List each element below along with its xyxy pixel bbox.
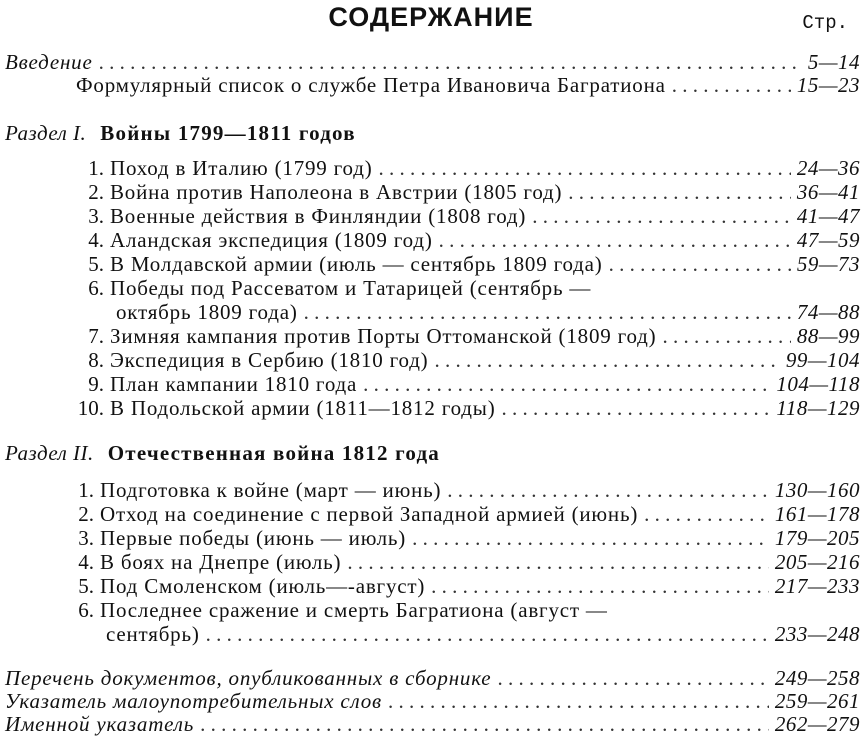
dot-leader [439,228,791,252]
dot-leader [99,50,802,74]
entry-pages: 99—104 [785,348,860,372]
toc-entry[interactable] [0,550,860,574]
toc-entry[interactable] [0,50,860,74]
toc-entry[interactable] [0,666,860,690]
entry-number: 1. [78,478,94,502]
entry-title: В боях на Днепре (июль) [100,550,342,574]
toc-entry[interactable] [0,689,860,713]
toc-entry[interactable] [0,598,860,622]
entry-pages: 118—129 [776,396,860,420]
entry-title: План кампании 1810 года [110,372,358,396]
toc-entry[interactable] [0,276,860,300]
dot-leader [568,180,791,204]
entry-number: 6. [78,598,94,622]
entry-number: 5. [78,574,94,598]
dot-leader [609,252,791,276]
entry-pages: 15—23 [796,73,860,97]
entry-number: 7. [88,324,104,348]
entry-number: 3. [88,204,104,228]
toc-entry[interactable] [0,180,860,204]
entry-pages: 88—99 [796,324,860,348]
entry-number: 9. [88,372,104,396]
dot-leader [304,300,791,324]
dot-leader [434,348,779,372]
dot-leader [501,396,770,420]
entry-pages: 47—59 [796,228,860,252]
entry-pages: 161—178 [774,502,860,526]
entry-pages: 262—279 [774,712,860,736]
entry-title: Война против Наполеона в Австрии (1805 год) [110,180,563,204]
toc-entry[interactable] [0,502,860,526]
dot-leader [363,372,770,396]
entry-number: 8. [88,348,104,372]
entry-title: октябрь 1809 года) [116,300,298,324]
entry-pages: 41—47 [796,204,860,228]
dot-leader [379,156,791,180]
dot-leader [412,526,769,550]
entry-pages: 217—233 [774,574,860,598]
toc-entry[interactable] [0,324,860,348]
entry-title: Зимняя кампания против Порты Оттоманской (1809 год) [110,324,657,348]
dot-leader [200,712,769,736]
entry-number: 2. [78,502,94,526]
page-column-label: Стр. [802,12,848,34]
entry-pages: 24—36 [796,156,860,180]
entry-title: Последнее сражение и смерть Багратиона (август — [100,598,608,622]
toc-entry[interactable] [0,228,860,252]
entry-title: Формулярный список о службе Петра Ивановича Багратиона [76,73,666,97]
toc-entry[interactable] [0,252,860,276]
entry-number: 4. [78,550,94,574]
dot-leader [497,666,768,690]
toc-entry[interactable] [0,622,860,646]
section-title: Войны 1799—1811 годов [100,121,356,145]
toc-entry[interactable] [0,204,860,228]
dot-leader [644,502,769,526]
dot-leader [388,689,769,713]
entry-title: В Подольской армии (1811—1812 годы) [110,396,496,420]
entry-number: 1. [88,156,104,180]
entry-title: Именной указатель [5,712,195,736]
entry-title: Аландская экспедиция (1809 год) [110,228,433,252]
entry-pages: 179—205 [774,526,860,550]
entry-pages: 104—118 [776,372,860,396]
dot-leader [206,622,769,646]
entry-number: 5. [88,252,104,276]
entry-title: Экспедиция в Сербию (1810 год) [110,348,429,372]
entry-pages: 36—41 [796,180,860,204]
entry-pages: 5—14 [807,50,860,74]
entry-title: Поход в Италию (1799 год) [110,156,373,180]
entry-title: Первые победы (июнь — июль) [100,526,407,550]
dot-leader [431,574,769,598]
toc-entry[interactable] [0,574,860,598]
dot-leader [447,478,769,502]
section-heading [5,440,440,466]
entry-number: 3. [78,526,94,550]
dot-leader [672,73,791,97]
section-label: Раздел II. [5,441,94,465]
dot-leader [662,324,790,348]
toc-entry[interactable] [0,372,860,396]
entry-number: 2. [88,180,104,204]
entry-title: Подготовка к войне (март — июнь) [100,478,442,502]
entry-title: Победы под Рассеватом и Татарицей (сентябрь — [110,276,592,300]
entry-title: сентябрь) [106,622,200,646]
entry-pages: 130—160 [774,478,860,502]
entry-pages: 259—261 [774,689,860,713]
toc-title: СОДЕРЖАНИЕ [328,2,534,32]
section-title: Отечественная война 1812 года [107,441,440,465]
entry-number: 10. [77,396,104,420]
entry-title: Введение [5,50,93,74]
entry-title: Отход на соединение с первой Западной армией (июнь) [100,502,639,526]
toc-entry[interactable] [0,396,860,420]
entry-pages: 205—216 [774,550,860,574]
entry-pages: 59—73 [796,252,860,276]
entry-pages: 249—258 [774,666,860,690]
dot-leader [532,204,791,228]
entry-pages: 74—88 [796,300,860,324]
toc-entry[interactable] [0,526,860,550]
toc-entry[interactable] [0,156,860,180]
entry-title: Перечень документов, опубликованных в сборнике [5,666,492,690]
toc-entry[interactable] [0,300,860,324]
entry-title: В Молдавской армии (июль — сентябрь 1809 года) [110,252,603,276]
entry-title: Под Смоленском (июль—-август) [100,574,426,598]
dot-leader [347,550,769,574]
toc-entry[interactable] [0,73,860,97]
section-label: Раздел I. [5,121,87,145]
entry-title: Указатель малоупотребительных слов [5,689,382,713]
toc-entry[interactable] [0,478,860,502]
entry-title: Военные действия в Финляндии (1808 год) [110,204,527,228]
section-heading [5,120,356,146]
toc-entry[interactable] [0,348,860,372]
entry-number: 6. [88,276,104,300]
entry-number: 4. [88,228,104,252]
toc-entry[interactable] [0,712,860,736]
entry-pages: 233—248 [774,622,860,646]
